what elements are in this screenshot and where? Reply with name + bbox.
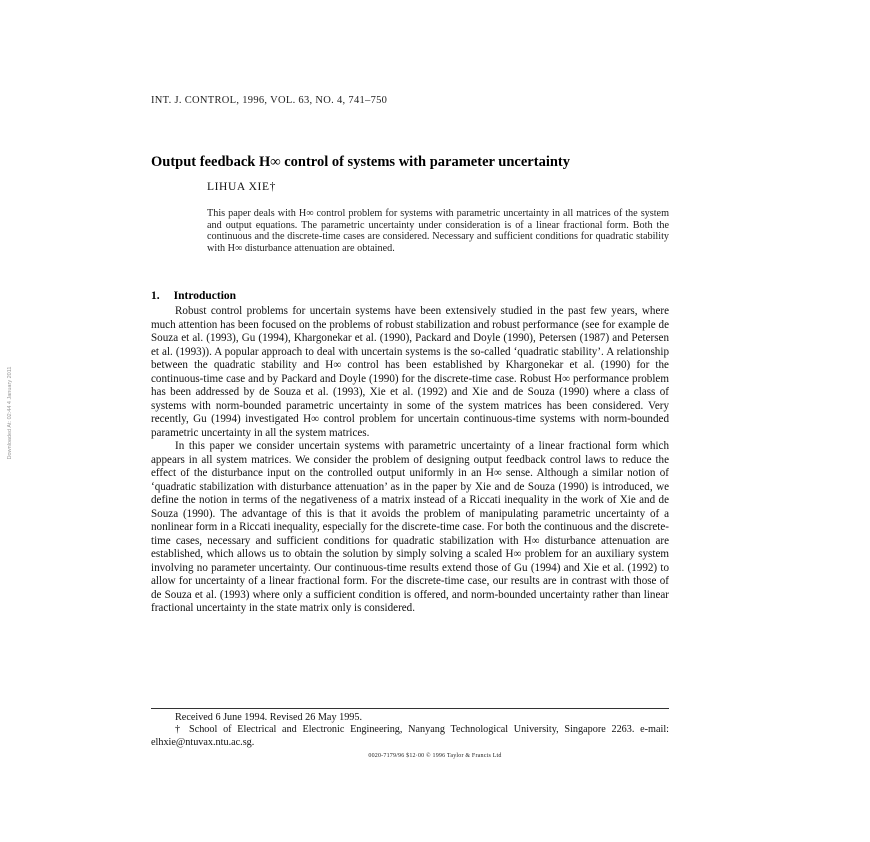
footnotes bbox=[151, 712, 669, 749]
section-body bbox=[151, 305, 669, 616]
paragraph-2: In this paper we consider uncertain systems with parametric uncertainty of a linear fractional form which appears in all system matrices. We consider the problem of designing output feedback control laws to reduce the effect of the disturbance input on the controlled output uniformly in an H∞ sense. Although a similar notion of ‘quadratic stabilization with disturbance attenuation’ as in the paper by Xie and de Souza (1990) is introduced, we define the notion in terms of the negativeness of a matrix instead of a Riccati inequality in the work of Xie and de Souza (1990). The advantage of this is that it avoids the problem of manipulating parametric uncertainty of a nonlinear form in a Riccati inequality, especially for the discrete-time case. For both the continuous and the discrete-time cases, necessary and sufficient conditions for quadratic stabilization with H∞ disturbance attenuation are established, which allows us to obtain the solution by simply solving a scaled H∞ problem for an auxiliary system involving no parameter uncertainty. Our continuous-time results extend those of Gu (1994) and Xie et al. (1992) to allow for uncertainty of a linear fractional form. For the discrete-time case, our results are in contrast with those of de Souza et al. (1993) where only a sufficient condition is offered, and norm-bounded uncertainty rather than linear fractional uncertainty in the state matrix only is considered. bbox=[151, 440, 669, 614]
journal-citation: INT. J. CONTROL, 1996, VOL. 63, NO. 4, 741–750 bbox=[151, 95, 388, 106]
paper-title: Output feedback H∞ control of systems with parameter uncertainty bbox=[151, 154, 570, 170]
copyright-line: 0020-7179/96 $12·00 © 1996 Taylor & Francis Ltd bbox=[368, 753, 502, 759]
section-heading bbox=[151, 290, 236, 302]
abstract: This paper deals with H∞ control problem for systems with parametric uncertainty in all matrices of the system and output equations. The parametric uncertainty under consideration is of a linear fractional form. Both the continuous and the discrete-time cases are considered. Necessary and sufficient conditions for quadratic stability with H∞ disturbance attenuation are obtained. bbox=[207, 208, 669, 254]
author-affiliation: † School of Electrical and Electronic Engineering, Nanyang Technological University, Singapore 2263. e-mail: elhxie@ntuvax.ntu.ac.sg. bbox=[151, 724, 669, 748]
download-stamp: Downloaded At: 02:44 4 January 2011 bbox=[7, 366, 13, 460]
section-title: Introduction bbox=[173, 290, 237, 302]
section-number: 1. bbox=[151, 290, 160, 302]
footnote-rule bbox=[151, 708, 669, 709]
paragraph-1: Robust control problems for uncertain systems have been extensively studied in the past few years, where much attention has been focused on the problems of robust stabilization and robust performance (see for example de Souza et al. (1993), Gu (1994), Khargonekar et al. (1990), Packard and Doyle (1990), Petersen (1987) and Petersen et al. (1993)). A popular approach to deal with uncertain systems is the so-called ‘quadratic stability’. A relationship between the quadratic stability and H∞ control has been established by Khargonekar et al. (1990) for the continuous-time case and by Packard and Doyle (1990) for the discrete-time case. Robust H∞ performance problem has been addressed by de Souza et al. (1993), Xie et al. (1992) and Xie and de Souza (1990) where a class of systems with norm-bounded parametric uncertainty in some of the system matrices has been considered. Very recently, Gu (1994) investigated H∞ control problem for uncertain continuous-time systems with norm-bounded parametric uncertainty in all the system matrices. bbox=[151, 305, 669, 439]
received-dates: Received 6 June 1994. Revised 26 May 1995. bbox=[175, 712, 363, 723]
author-name: LIHUA XIE† bbox=[207, 181, 276, 193]
